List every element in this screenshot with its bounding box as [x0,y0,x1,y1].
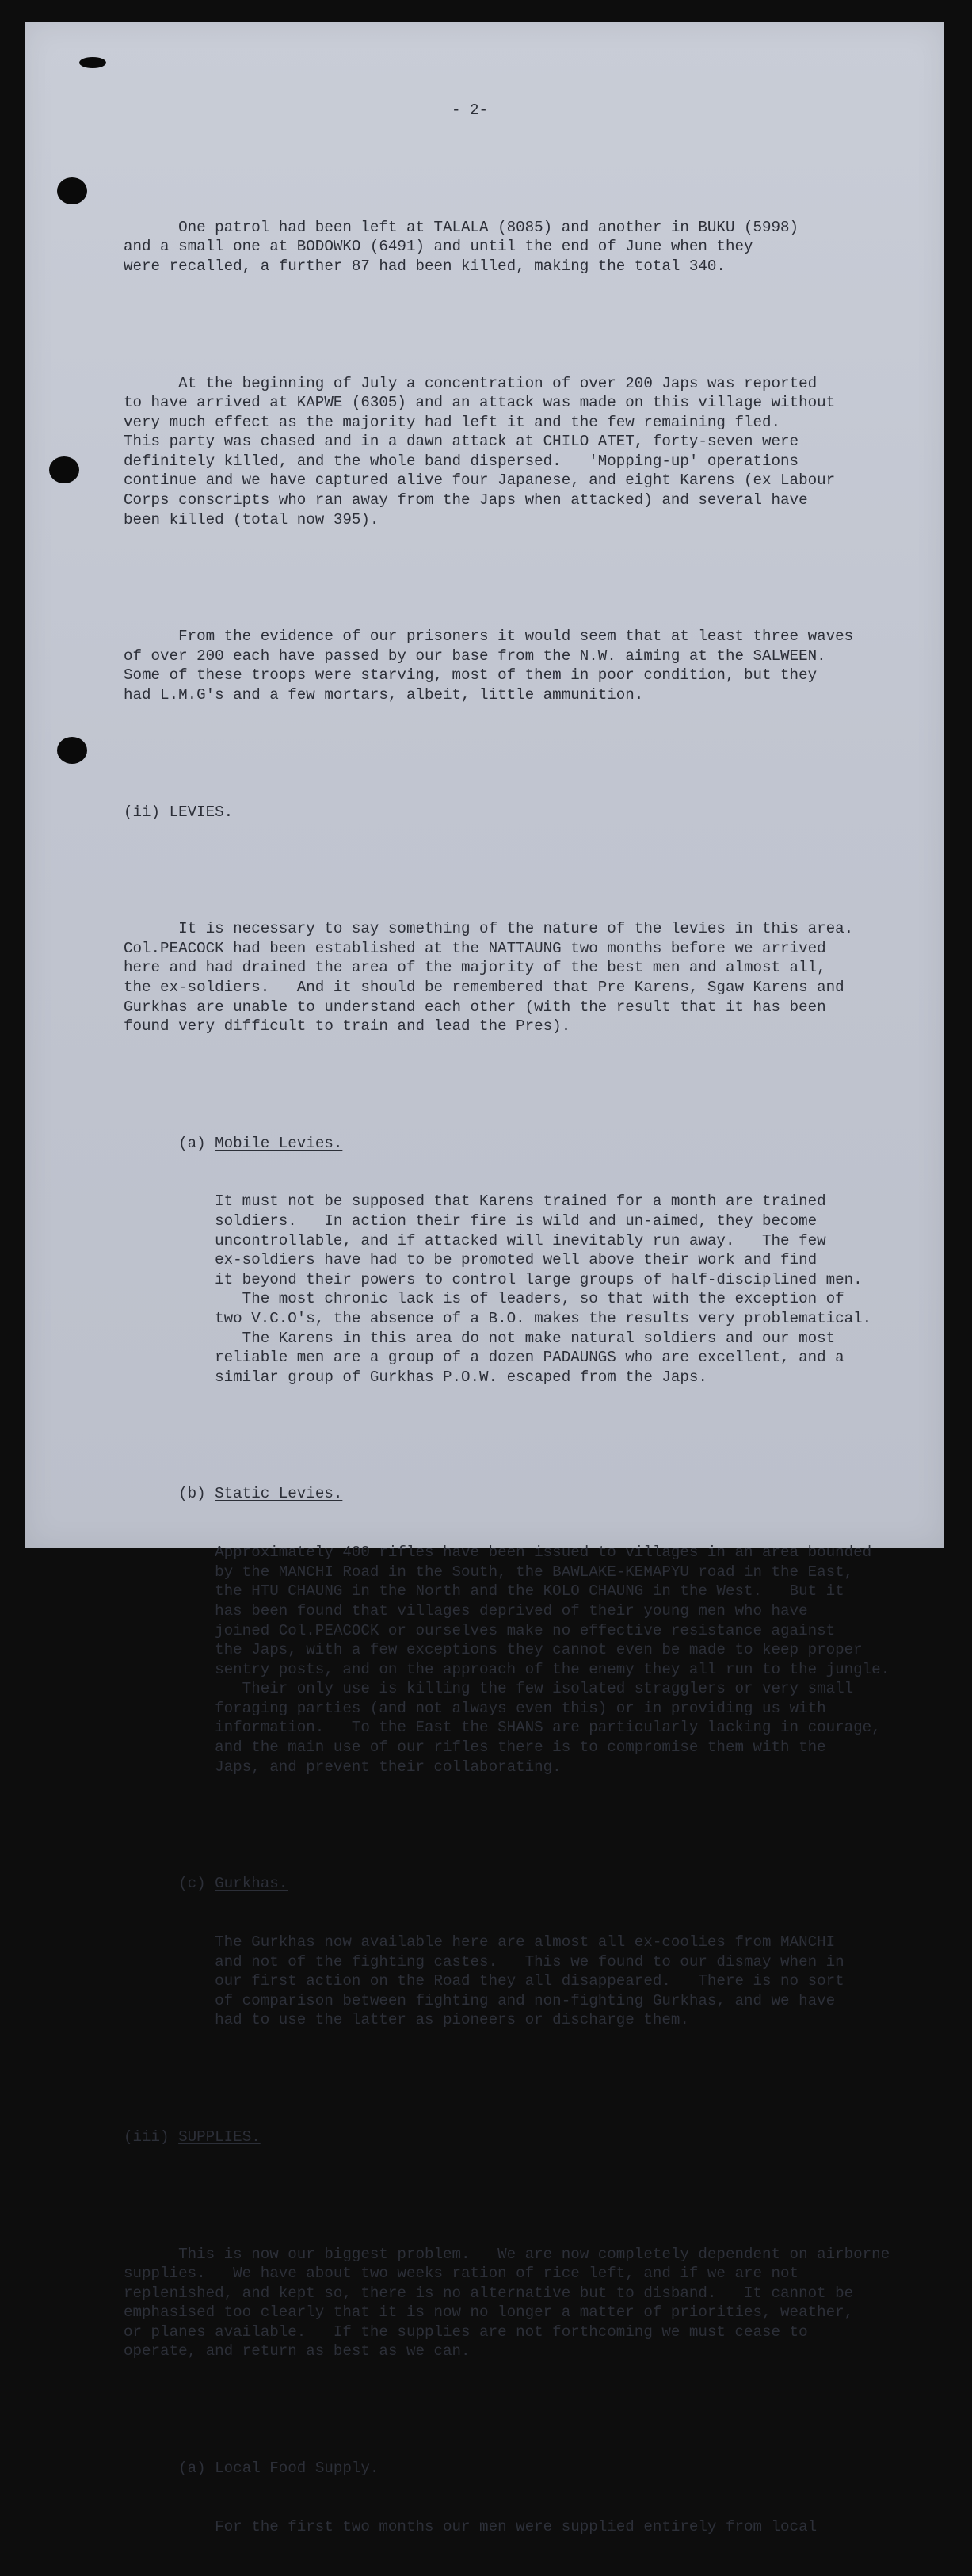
text-line: Some of these troops were starving, most of them in poor condition, but they [124,666,818,685]
text-line: Gurkhas are unable to understand each other (with the result that it has been [124,998,826,1016]
text-line: has been found that villages deprived of their young men who have [124,1601,808,1620]
text-line: were recalled, a further 87 had been killed, making the total 340. [124,257,726,275]
text-line: joined Col.PEACOCK or ourselves make no effective resistance against [124,1621,836,1639]
paragraph-supplies [124,2245,932,2362]
text-line: here and had drained the area of the majority of the best men and almost all, [124,959,826,977]
document-text [124,62,932,2576]
text-line: replenished, and kept so, there is no alternative but to disband. It cannot be [124,2284,854,2302]
text-line: had L.M.G's and a few mortars, albeit, little ammunition. [124,686,644,704]
text-line: continue and we have captured alive four Japanese, and eight Karens (ex Labour [124,471,836,490]
punch-hole [49,456,79,483]
text-line: found very difficult to train and lead the Pres). [124,1017,571,1036]
text-line: At the beginning of July a concentration of over 200 Japs was reported [124,374,818,392]
text-line: and the main use of our rifles there is to compromise them with the [124,1738,826,1757]
text-line: Col.PEACOCK had been established at the NATTAUNG two months before we arrived [124,939,826,957]
text-line: the HTU CHAUNG in the North and the KOLO CHAUNG in the West. But it [124,1582,844,1601]
section-heading-levies: (ii) LEVIES. [124,803,234,821]
section-heading-supplies: (iii) SUPPLIES. [124,2128,261,2146]
text-line: emphasised too clearly that it is now no longer a matter of priorities, weather, [124,2303,854,2322]
text-line: uncontrollable, and if attacked will inevitably run away. The few [124,1231,826,1250]
text-line: and a small one at BODOWKO (6491) and until the end of June when they [124,238,753,256]
subheading-local-food-supply: (a) Local Food Supply. [124,2460,379,2478]
paragraph-mobile-levies [124,1192,932,1387]
text-line: had to use the latter as pioneers or discharge them. [124,2011,689,2029]
text-line: One patrol had been left at TALALA (8085) and another in BUKU (5998) [124,218,799,236]
paragraph-static-levies [124,1543,932,1776]
text-line: it beyond their powers to control large groups of half-disciplined men. [124,1270,863,1288]
text-line: It is necessary to say something of the nature of the levies in this area. [124,920,854,938]
text-line: From the evidence of our prisoners it would seem that at least three waves [124,628,854,646]
text-line: The Gurkhas now available here are almost all ex-coolies from MANCHI [124,1933,836,1951]
ink-blot [79,57,106,68]
text-line: been killed (total now 395). [124,510,379,529]
text-line: the ex-soldiers. And it should be remembered that Pre Karens, Sgaw Karens and [124,978,844,996]
text-line: to have arrived at KAPWE (6305) and an attack was made on this village without [124,394,836,412]
text-line: our first action on the Road they all disappeared. There is no sort [124,1972,844,1990]
page-number: - 2- [452,101,489,120]
text-line: definitely killed, and the whole band dispersed. 'Mopping-up' operations [124,452,799,470]
text-line: two V.C.O's, the absence of a B.O. makes the results very problematical. [124,1310,872,1327]
text-line: soldiers. In action their fire is wild and un-aimed, they become [124,1212,818,1231]
subheading-static-levies: (b) Static Levies. [124,1485,343,1503]
punch-hole [57,737,87,764]
text-line: Their only use is killing the few isolated stragglers or very small [124,1680,854,1698]
text-line: Corps conscripts who ran away from the Japs when attacked) and several have [124,491,808,509]
paragraph-prisoners [124,627,932,704]
subheading-gurkhas: (c) Gurkhas. [124,1875,288,1893]
subheading-mobile-levies: (a) Mobile Levies. [124,1134,343,1152]
text-line: supplies. We have about two weeks ration of rice left, and if we are not [124,2265,799,2283]
punch-hole [57,177,87,204]
text-line: The most chronic lack is of leaders, so that with the exception of [124,1290,844,1308]
text-line: and not of the fighting castes. This we found to our dismay when in [124,1952,844,1971]
text-line: similar group of Gurkhas P.O.W. escaped from the Japs. [124,1368,707,1386]
text-line: reliable men are a group of a dozen PADAUNGS who are excellent, and a [124,1349,844,1367]
text-line: This party was chased and in a dawn attack at CHILO ATET, forty-seven were [124,433,799,451]
paragraph-july-attack [124,374,932,530]
paragraph-local-food-supply [124,2517,932,2537]
text-line: Japs, and prevent their collaborating. [124,1757,562,1776]
text-line: or planes available. If the supplies are not forthcoming we must cease to [124,2322,808,2341]
text-line: the Japs, with a few exceptions they cannot even be made to keep proper [124,1641,863,1659]
paragraph-gurkhas [124,1933,932,2030]
text-line: ex-soldiers have had to be promoted well above their work and find [124,1251,818,1269]
typed-page [25,22,944,2536]
text-line: sentry posts, and on the approach of the enemy they all run to the jungle. [124,1660,890,1678]
text-line: foraging parties (and not always even this) or in providing us with [124,1699,826,1717]
paragraph-levies-intro [124,919,932,1036]
text-line: The Karens in this area do not make natural soldiers and our most [124,1329,836,1347]
text-line: For the first two months our men were supplied entirely from local [124,2517,818,2536]
text-line: It must not be supposed that Karens trained for a month are trained [124,1193,826,1211]
text-line: This is now our biggest problem. We are now completely dependent on airborne [124,2245,890,2263]
text-line: of comparison between fighting and non-fighting Gurkhas, and we have [124,1991,836,2009]
text-line: by the MANCHI Road in the South, the BAWLAKE-KEMAPYU road in the East, [124,1563,854,1581]
text-line: operate, and return as best as we can. [124,2342,471,2360]
text-line: information. To the East the SHANS are particularly lacking in courage, [124,1719,881,1737]
paragraph-patrols [124,218,932,277]
text-line: very much effect as the majority had left it and the few remaining fled. [124,413,781,431]
text-line: of over 200 each have passed by our base from the N.W. aiming at the SALWEEN. [124,647,826,665]
text-line: Approximately 400 rifles have been issued to villages in an area bounded [124,1544,872,1562]
